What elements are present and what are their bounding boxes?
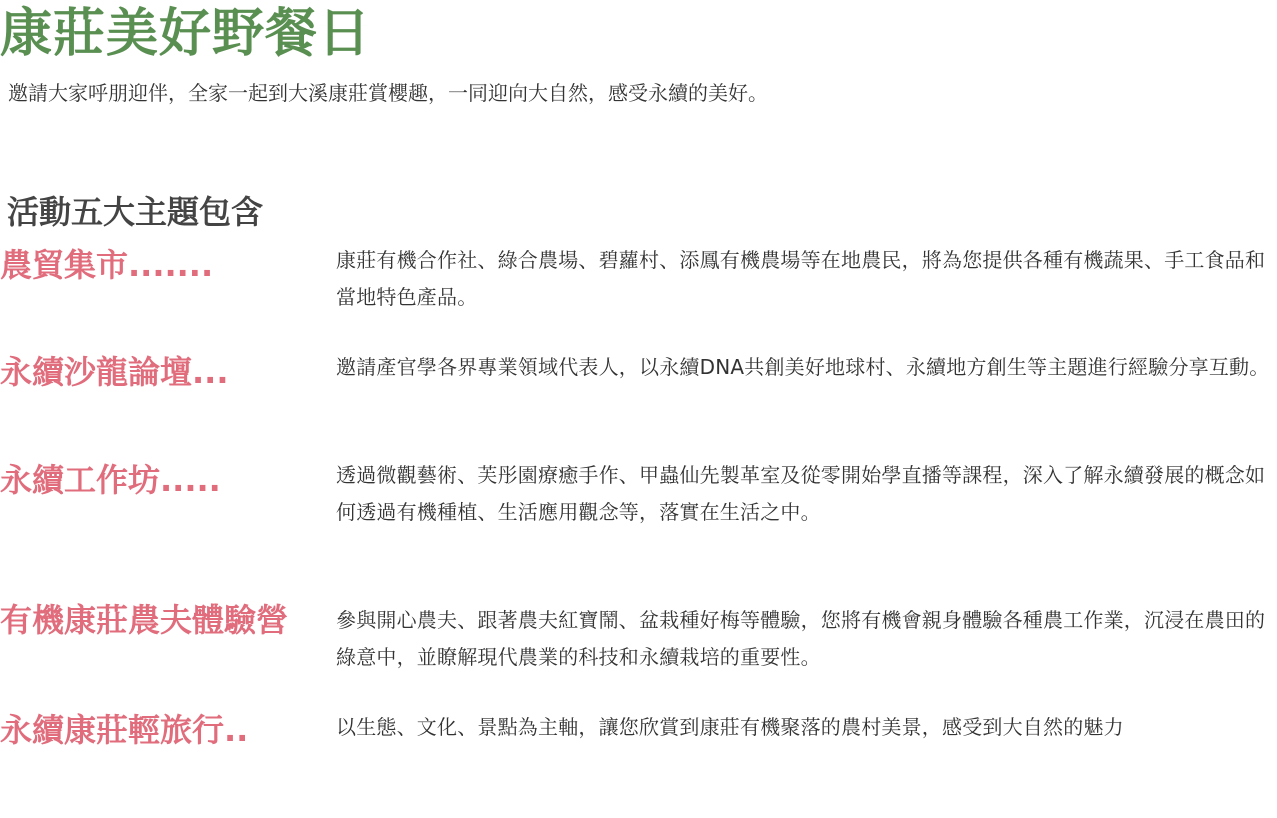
theme-label: 永續工作坊.....: [0, 461, 221, 499]
theme-label: 永續沙龍論壇...: [0, 353, 229, 391]
theme-description: 康莊有機合作社、綠合農場、碧蘿村、添鳳有機農場等在地農民，將為您提供各種有機蔬果、手工食品和當地特色產品。: [336, 248, 1266, 309]
page-subtitle: 邀請大家呼朋迎伴，全家一起到大溪康莊賞櫻趣，一同迎向大自然，感受永續的美好。: [8, 81, 768, 105]
theme-description: 透過微觀藝術、芙彤園療癒手作、甲蟲仙先製革室及從零開始學直播等課程，深入了解永續發展的概念如何透過有機種植、生活應用觀念等，落實在生活之中。: [336, 463, 1266, 524]
section-heading: 活動五大主題包含: [7, 193, 264, 231]
theme-label: 永續康莊輕旅行..: [0, 711, 249, 749]
page-title: 康莊美好野餐日: [0, 4, 372, 64]
theme-description: 邀請產官學各界專業領域代表人，以永續DNA共創美好地球村、永續地方創生等主題進行經驗分享互動。: [336, 355, 1270, 379]
theme-label: 有機康莊農夫體驗營: [0, 601, 289, 639]
theme-label: 農貿集市.......: [0, 246, 214, 284]
theme-description: 參與開心農夫、跟著農夫紅寶鬧、盆栽種好梅等體驗，您將有機會親身體驗各種農工作業，沉浸在農田的綠意中，並瞭解現代農業的科技和永續栽培的重要性。: [336, 608, 1266, 669]
theme-description: 以生態、文化、景點為主軸，讓您欣賞到康莊有機聚落的農村美景，感受到大自然的魅力: [336, 715, 1124, 739]
